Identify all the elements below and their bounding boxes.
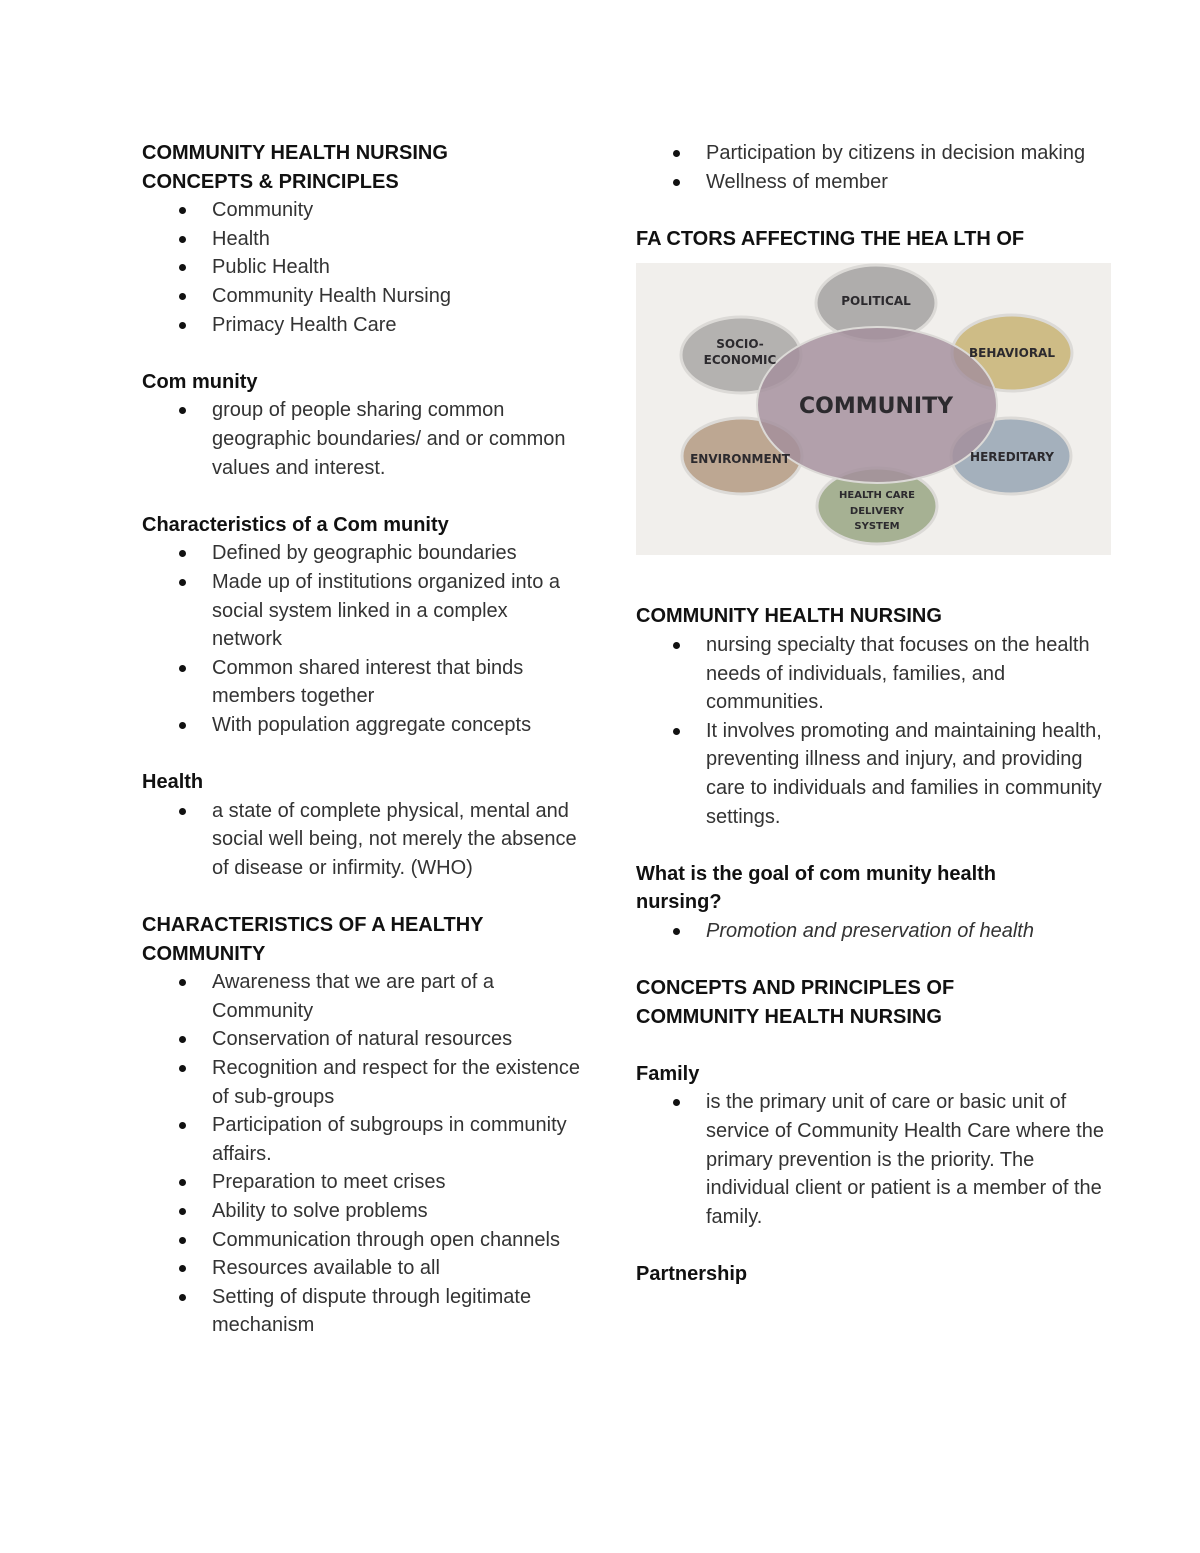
list-item: Common shared interest that binds members together — [142, 654, 582, 711]
healthy-community-heading — [142, 911, 582, 968]
list-item: Ability to solve problems — [142, 1197, 582, 1226]
chn-heading: COMMUNITY HEALTH NURSING — [636, 605, 942, 628]
goal-heading — [636, 860, 1111, 917]
hcds-label-line3: SYSTEM — [854, 521, 900, 533]
main-heading-line1: COMMUNITY HEALTH NURSING — [142, 142, 448, 164]
list-item: Community — [142, 196, 582, 225]
healthy-community-list — [142, 968, 582, 1340]
socio-label-line2: ECONOMIC — [703, 353, 777, 368]
socio-label-line1: SOCIO- — [716, 337, 764, 352]
community-heading: Com munity — [142, 370, 258, 393]
healthy-heading-line2: COMMUNITY — [142, 942, 266, 965]
list-item: Participation of subgroups in community affairs. — [142, 1111, 582, 1168]
healthy-heading-line1: CHARACTERISTICS OF A HEALTHY — [142, 914, 484, 937]
cp-heading-line1: CONCEPTS AND PRINCIPLES OF — [636, 977, 955, 1000]
family-heading: Family — [636, 1062, 700, 1085]
community-list — [142, 396, 582, 482]
list-item: a state of complete physical, mental and social well being, not merely the absence of disease or infirmity. (WHO) — [142, 797, 582, 883]
concepts-principles-heading — [636, 974, 1111, 1031]
factors-diagram — [636, 263, 1111, 555]
goal-heading-line1: What is the goal of com munity health — [636, 862, 997, 885]
factors-diagram-svg — [636, 263, 1111, 555]
characteristics-list — [142, 539, 582, 739]
list-item: Promotion and preservation of health — [636, 917, 1111, 946]
list-item: Communication through open channels — [142, 1226, 582, 1255]
chn-list — [636, 631, 1111, 831]
list-item: Recognition and respect for the existence of sub-groups — [142, 1054, 582, 1111]
list-item: Health — [142, 225, 582, 254]
environment-label: ENVIRONMENT — [690, 452, 790, 467]
partnership-heading: Partnership — [636, 1263, 748, 1286]
political-label: POLITICAL — [841, 294, 911, 309]
health-list — [142, 797, 582, 883]
hereditary-label: HEREDITARY — [970, 450, 1054, 465]
factors-heading: FA CTORS AFFECTING THE HEA LTH OF — [636, 227, 1025, 250]
list-item: It involves promoting and maintaining health, preventing illness and injury, and providing care to individuals and families in community settings. — [636, 717, 1111, 831]
list-item: Made up of institutions organized into a social system linked in a complex network — [142, 568, 582, 654]
right-column — [636, 139, 1111, 1289]
behavioral-label: BEHAVIORAL — [969, 346, 1055, 361]
list-item: Wellness of member — [636, 168, 1111, 197]
main-heading-line2: CONCEPTS & PRINCIPLES — [142, 170, 399, 193]
hcds-label-line2: DELIVERY — [849, 506, 905, 518]
goal-heading-line2: nursing? — [636, 891, 722, 914]
main-heading — [142, 139, 582, 196]
list-item: Community Health Nursing — [142, 282, 582, 311]
cp-heading-line2: COMMUNITY HEALTH NURSING — [636, 1005, 942, 1028]
list-item: Defined by geographic boundaries — [142, 539, 582, 568]
list-item: Resources available to all — [142, 1254, 582, 1283]
list-item: group of people sharing common geographic boundaries/ and or common values and interest. — [142, 396, 582, 482]
list-item: nursing specialty that focuses on the health needs of individuals, families, and communities. — [636, 631, 1111, 717]
list-item: Public Health — [142, 253, 582, 282]
list-item: Awareness that we are part of a Community — [142, 968, 582, 1025]
community-label: COMMUNITY — [798, 394, 954, 420]
goal-list — [636, 917, 1111, 946]
list-item: Setting of dispute through legitimate mechanism — [142, 1283, 582, 1340]
characteristics-heading: Characteristics of a Com munity — [142, 513, 449, 536]
list-item: Preparation to meet crises — [142, 1168, 582, 1197]
list-item: With population aggregate concepts — [142, 711, 582, 740]
health-heading: Health — [142, 771, 204, 794]
list-item: is the primary unit of care or basic unit of service of Community Health Care where the primary prevention is the priority. The individual client or patient is a member of the family. — [636, 1088, 1111, 1231]
family-list — [636, 1088, 1111, 1231]
healthy-community-list-continued — [636, 139, 1111, 196]
main-topics-list — [142, 196, 582, 339]
list-item: Primacy Health Care — [142, 311, 582, 340]
hcds-label-line1: HEALTH CARE — [839, 490, 915, 502]
list-item: Conservation of natural resources — [142, 1025, 582, 1054]
list-item: Participation by citizens in decision making — [636, 139, 1111, 168]
left-column — [142, 139, 582, 1340]
